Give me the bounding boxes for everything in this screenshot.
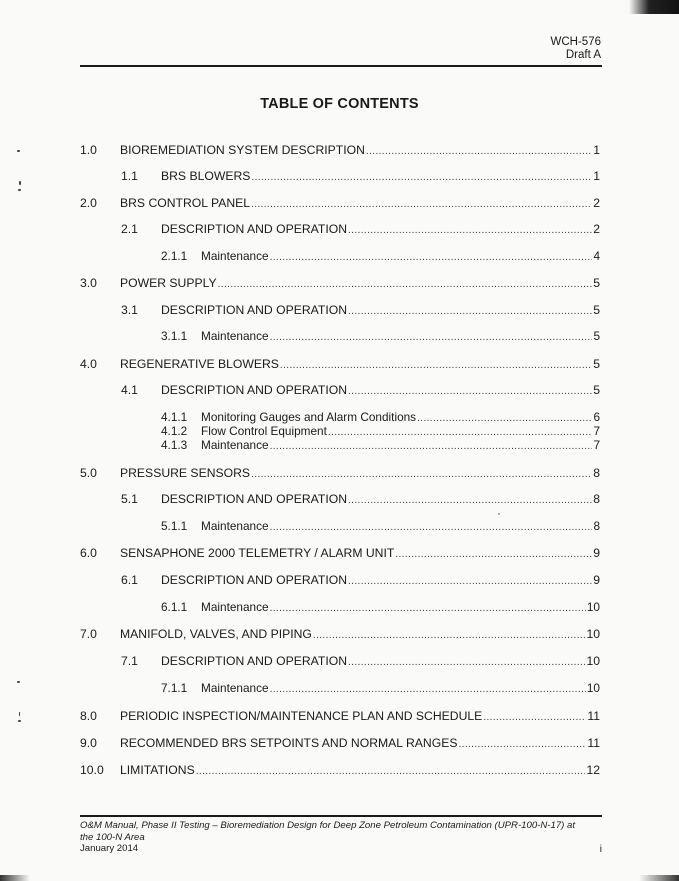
toc-entry-title: DESCRIPTION AND OPERATION	[161, 383, 347, 397]
toc-entry-number: 3.1.1	[161, 329, 188, 343]
toc-entry-page: 1	[593, 169, 600, 183]
scan-speck	[17, 150, 20, 152]
scan-speck	[19, 712, 20, 716]
toc-leader-dots	[348, 224, 592, 238]
toc-entry-title: MANIFOLD, VALVES, AND PIPING	[120, 627, 312, 641]
scan-speck	[18, 720, 21, 722]
toc-entry-page: 5	[593, 357, 600, 371]
toc-entry-title: Maintenance	[201, 600, 269, 614]
toc-leader-dots	[251, 468, 592, 482]
toc-leader-dots	[348, 656, 585, 670]
toc-entry[interactable]	[80, 546, 600, 562]
toc-entry[interactable]	[121, 222, 600, 238]
toc-leader-dots	[458, 738, 586, 752]
toc-entry-number: 7.1.1	[161, 681, 188, 695]
toc-entry-title: BRS BLOWERS	[161, 169, 251, 183]
toc-entry-title: REGENERATIVE BLOWERS	[120, 357, 279, 371]
toc-entry[interactable]	[121, 383, 600, 399]
toc-leader-dots	[270, 331, 593, 345]
toc-entry-number: 1.0	[80, 143, 97, 157]
toc-entry-number: 4.1.3	[161, 438, 188, 452]
toc-leader-dots	[251, 171, 592, 185]
document-number: WCH-576	[550, 36, 601, 48]
toc-entry-title: SENSAPHONE 2000 TELEMETRY / ALARM UNIT	[120, 546, 395, 560]
toc-leader-dots	[196, 765, 586, 779]
toc-entry-title: DESCRIPTION AND OPERATION	[161, 303, 347, 317]
toc-entry-number: 5.0	[80, 466, 97, 480]
toc-entry[interactable]	[161, 600, 600, 616]
toc-leader-dots	[270, 683, 586, 697]
toc-entry-number: 2.0	[80, 196, 97, 210]
toc-leader-dots	[348, 575, 592, 589]
toc-leader-dots	[251, 198, 592, 212]
footer-date: January 2014	[80, 843, 139, 854]
toc-entry-number: 7.1	[121, 654, 138, 668]
toc-leader-dots	[313, 629, 586, 643]
toc-entry[interactable]	[80, 466, 600, 482]
toc-leader-dots	[280, 359, 592, 373]
toc-entry[interactable]	[161, 438, 600, 454]
toc-entry-number: 3.0	[80, 276, 97, 290]
toc-entry-number: 2.1	[121, 222, 138, 236]
toc-entry-title: Maintenance	[201, 438, 269, 452]
toc-leader-dots	[483, 711, 586, 725]
toc-leader-dots	[270, 440, 593, 454]
footer-document-title-cont: the 100-N Area	[80, 831, 145, 843]
toc-entry-title: Maintenance	[201, 249, 269, 263]
toc-entry-page: 6	[593, 410, 600, 424]
toc-entry[interactable]	[121, 303, 600, 319]
toc-entry-number: 7.0	[80, 627, 97, 641]
toc-entry-number: 9.0	[80, 736, 97, 750]
toc-entry-page: 4	[593, 249, 600, 263]
toc-entry-title: Flow Control Equipment	[201, 424, 327, 438]
toc-entry[interactable]	[161, 329, 600, 345]
toc-entry-page: 7	[593, 438, 600, 452]
scan-speck	[18, 189, 21, 191]
toc-entry-title: Maintenance	[201, 329, 269, 343]
scan-edge-artifact	[0, 875, 30, 881]
toc-entry-title: DESCRIPTION AND OPERATION	[161, 222, 347, 236]
toc-leader-dots	[270, 251, 593, 265]
toc-entry-page: 10	[586, 681, 600, 695]
toc-entry-page: 12	[586, 763, 600, 777]
toc-leader-dots	[270, 602, 586, 616]
toc-entry-page: 2	[593, 196, 600, 210]
toc-entry-title: DESCRIPTION AND OPERATION	[161, 654, 347, 668]
toc-leader-dots	[395, 548, 592, 562]
toc-entry-number: 3.1	[121, 303, 138, 317]
toc-entry-title: Monitoring Gauges and Alarm Conditions	[201, 410, 417, 424]
toc-entry[interactable]	[121, 573, 600, 589]
scan-edge-artifact	[629, 0, 679, 14]
scan-speck	[17, 681, 20, 683]
toc-entry-page: 8	[593, 492, 600, 506]
footer-document-title: O&M Manual, Phase II Testing – Bioremediation Design for Deep Zone Petroleum Contamination (UPR-100-N-17) at	[80, 820, 576, 831]
toc-entry-number: 4.1.1	[161, 410, 188, 424]
toc-entry[interactable]	[80, 357, 600, 373]
footer-rule	[80, 815, 602, 817]
toc-entry-page: 2	[593, 222, 600, 236]
toc-leader-dots	[348, 305, 592, 319]
toc-leader-dots	[218, 278, 593, 292]
toc-entry-page: 5	[593, 383, 600, 397]
toc-leader-dots	[366, 145, 592, 159]
page-title: TABLE OF CONTENTS	[260, 96, 419, 112]
toc-entry[interactable]	[161, 681, 600, 697]
toc-entry-title: DESCRIPTION AND OPERATION	[161, 492, 347, 506]
toc-entry[interactable]	[161, 519, 600, 535]
toc-entry[interactable]	[80, 763, 600, 779]
toc-entry-number: 4.1	[121, 383, 138, 397]
toc-entry-page: 8	[593, 466, 600, 480]
toc-entry-page: 1	[593, 143, 600, 157]
scan-speck	[498, 513, 500, 515]
toc-entry[interactable]	[121, 654, 600, 670]
toc-entry-number: 4.1.2	[161, 424, 188, 438]
toc-entry-number: 6.0	[80, 546, 97, 560]
toc-entry-title: Maintenance	[201, 681, 269, 695]
toc-entry-title: PRESSURE SENSORS	[120, 466, 251, 480]
scan-speck	[19, 181, 21, 185]
toc-entry-page: 8	[593, 519, 600, 533]
toc-entry[interactable]	[80, 276, 600, 292]
toc-entry[interactable]	[80, 736, 600, 752]
toc-entry-number: 2.1.1	[161, 249, 188, 263]
toc-entry-title: DESCRIPTION AND OPERATION	[161, 573, 347, 587]
header-rule	[80, 65, 602, 67]
toc-leader-dots	[348, 385, 592, 399]
toc-entry[interactable]	[161, 249, 600, 265]
toc-entry-number: 10.0	[80, 763, 104, 777]
toc-entry-page: 5	[593, 303, 600, 317]
document-revision: Draft A	[565, 49, 601, 61]
toc-entry-title: PERIODIC INSPECTION/MAINTENANCE PLAN AND SCHEDULE	[120, 709, 483, 723]
toc-entry-page: 10	[586, 654, 600, 668]
scan-edge-artifact	[639, 875, 679, 881]
document-header	[551, 36, 601, 62]
toc-leader-dots	[270, 521, 593, 535]
toc-entry-number: 5.1	[121, 492, 138, 506]
toc-leader-dots	[348, 494, 592, 508]
toc-entry-number: 6.1	[121, 573, 138, 587]
toc-entry-number: 5.1.1	[161, 519, 188, 533]
toc-entry[interactable]	[121, 492, 600, 508]
toc-entry-page: 10	[586, 627, 600, 641]
toc-entry-number: 6.1.1	[161, 600, 188, 614]
document-footer	[80, 820, 602, 855]
toc-entry-page: 9	[593, 546, 600, 560]
toc-entry-number: 1.1	[121, 169, 138, 183]
footer-page-number: i	[599, 844, 602, 855]
toc-entry-title: BIOREMEDIATION SYSTEM DESCRIPTION	[120, 143, 365, 157]
toc-entry-title: RECOMMENDED BRS SETPOINTS AND NORMAL RANGES	[120, 736, 458, 750]
toc-entry[interactable]	[121, 169, 600, 185]
toc-entry-title: POWER SUPPLY	[120, 276, 217, 290]
toc-entry-number: 8.0	[80, 709, 97, 723]
toc-entry[interactable]	[80, 196, 600, 212]
toc-entry-number: 4.0	[80, 357, 97, 371]
toc-entry-page: 7	[593, 424, 600, 438]
toc-entry-page: 10	[586, 600, 600, 614]
toc-entry-page: 11	[587, 709, 600, 723]
toc-entry-title: BRS CONTROL PANEL	[120, 196, 251, 210]
toc-entry-page: 5	[593, 329, 600, 343]
toc-entry[interactable]	[80, 709, 600, 725]
toc-entry-page: 11	[587, 736, 600, 750]
toc-entry-page: 9	[593, 573, 600, 587]
toc-entry[interactable]	[80, 627, 600, 643]
toc-entry[interactable]	[80, 143, 600, 159]
toc-entry-title: LIMITATIONS	[120, 763, 195, 777]
toc-entry-title: Maintenance	[201, 519, 269, 533]
toc-entry-page: 5	[593, 276, 600, 290]
